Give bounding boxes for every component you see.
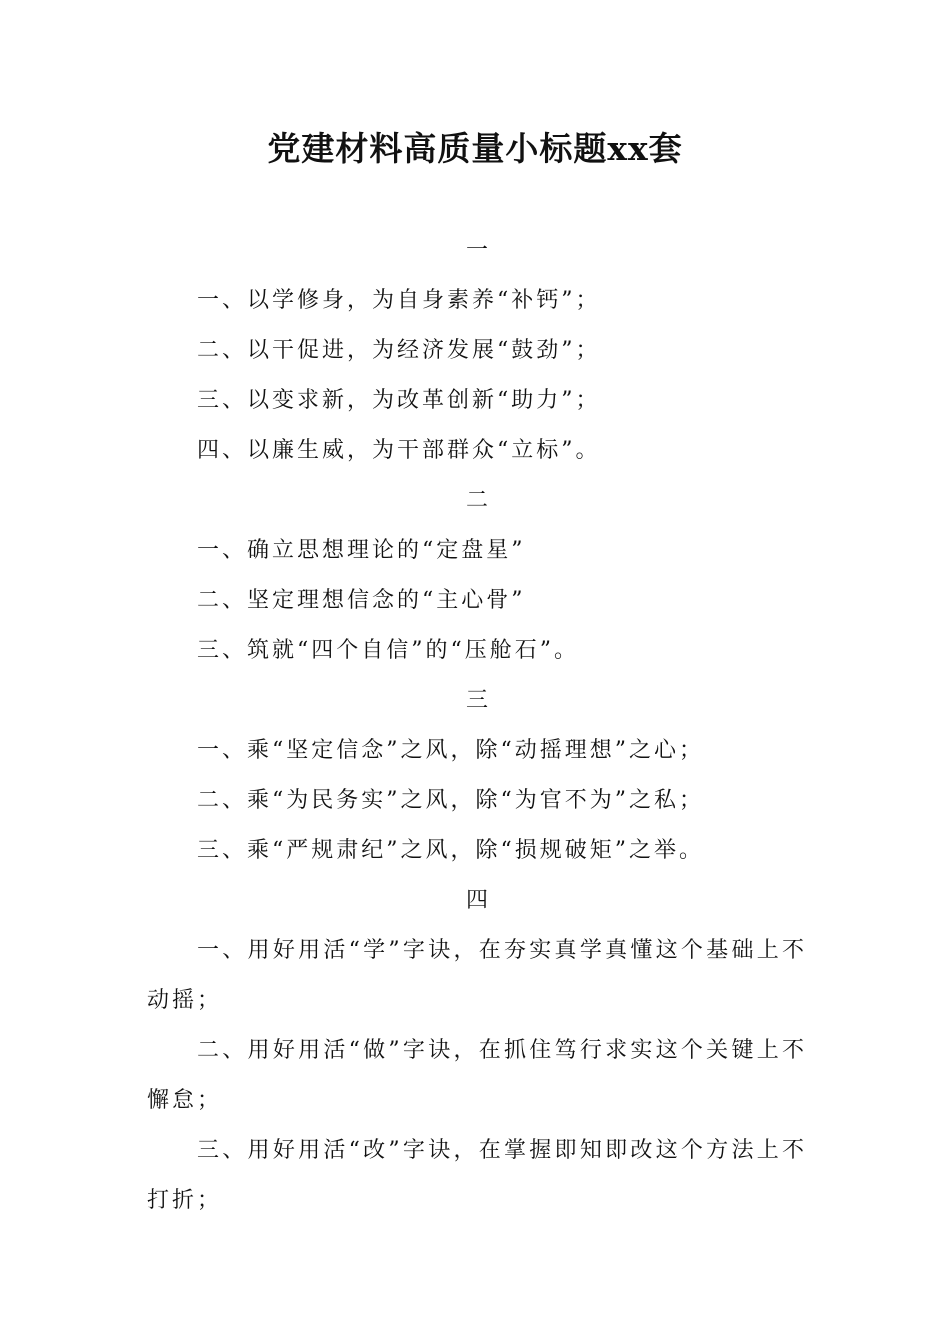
list-item: 四、以廉生威，为干部群众“立标”。	[197, 438, 601, 463]
list-item: 二、用好用活“做”字诀，在抓住笃行求实这个关键上不懈怠；	[147, 1038, 807, 1113]
section-heading: 四	[465, 888, 488, 913]
list-item: 一、用好用活“学”字诀，在夯实真学真懂这个基础上不动摇；	[147, 938, 807, 1013]
section-heading: 二	[465, 488, 488, 513]
section-1	[147, 226, 807, 476]
section-2	[147, 476, 807, 676]
list-item: 一、确立思想理论的“定盘星”	[197, 538, 526, 563]
document-title: 党建材料高质量小标题xx套	[267, 129, 683, 168]
list-item: 一、以学修身，为自身素养“补钙”；	[197, 288, 601, 313]
list-item: 三、用好用活“改”字诀，在掌握即知即改这个方法上不打折；	[147, 1138, 807, 1213]
list-item: 二、以干促进，为经济发展“鼓劲”；	[197, 338, 601, 363]
section-3	[147, 676, 807, 876]
list-item: 二、乘“为民务实”之风，除“为官不为”之私；	[197, 788, 704, 813]
section-heading: 一	[465, 238, 488, 263]
list-item: 一、乘“坚定信念”之风，除“动摇理想”之心；	[197, 738, 704, 763]
list-item: 三、筑就“四个自信”的“压舱石”。	[197, 638, 579, 663]
list-item: 三、乘“严规肃纪”之风，除“损规破矩”之举。	[197, 838, 704, 863]
document-body	[147, 226, 807, 1226]
section-heading: 三	[465, 688, 488, 713]
list-item: 二、坚定理想信念的“主心骨”	[197, 588, 526, 613]
section-4	[147, 876, 807, 1226]
list-item: 三、以变求新，为改革创新“助力”；	[197, 388, 601, 413]
